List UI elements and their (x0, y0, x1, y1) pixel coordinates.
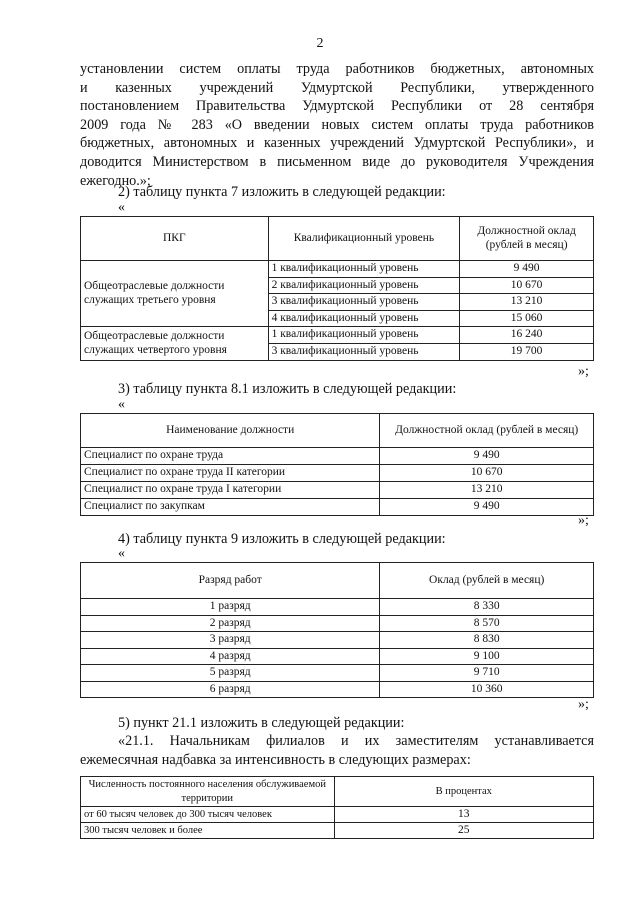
item2-open-quote: « (118, 200, 125, 215)
table-row (81, 448, 594, 465)
table-header-row (81, 777, 594, 807)
intro-line: бюджетных, автономных и казенных учреждений Удмуртской Республики», и (80, 135, 594, 152)
population-cell: от 60 тысяч человек до 300 тысяч человек (81, 807, 335, 823)
salary-cell: 10 360 (380, 681, 594, 698)
item5-table (80, 776, 594, 839)
item2-close-quote: »; (578, 364, 589, 379)
table-row (81, 599, 594, 616)
salary-cell: 9 490 (380, 499, 594, 516)
intro-line: доводится Министерством в письменном виде до руководителя Учреждения (80, 153, 594, 170)
header-cell: Должностной оклад (рублей в месяц) (460, 217, 594, 261)
intro-line: постановлением Правительства Удмуртской Республики от 28 сентября (80, 98, 594, 115)
item4-open-quote: « (118, 546, 125, 561)
level-cell: 2 квалификационный уровень (268, 277, 460, 294)
percent-cell: 13 (334, 807, 593, 823)
grade-cell: 2 разряд (81, 615, 380, 632)
table-row (81, 482, 594, 499)
salary-cell: 9 710 (380, 665, 594, 682)
intro-line: и казенных учреждений Удмуртской Республики, утвержденного (80, 79, 594, 96)
header-cell: Должностной оклад (рублей в месяц) (380, 414, 594, 448)
pkg-cell: Общеотраслевые должности служащих четвертого уровня (81, 327, 269, 361)
salary-cell: 16 240 (460, 327, 594, 344)
grade-cell: 6 разряд (81, 681, 380, 698)
item3-open-quote: « (118, 397, 125, 412)
salary-cell: 13 210 (380, 482, 594, 499)
table-row (81, 807, 594, 823)
grade-cell: 1 разряд (81, 599, 380, 616)
intro-line: 2009 года № 283 «О введении новых систем оплаты труда работников (80, 116, 594, 133)
item4-close-quote: »; (578, 697, 589, 712)
position-cell: Специалист по закупкам (81, 499, 380, 516)
header-cell: ПКГ (81, 217, 269, 261)
header-cell: Оклад (рублей в месяц) (380, 563, 594, 599)
table-row (81, 327, 594, 344)
item2-table (80, 216, 594, 361)
table-row (81, 823, 594, 839)
salary-cell: 9 100 (380, 648, 594, 665)
grade-cell: 3 разряд (81, 632, 380, 649)
salary-cell: 8 570 (380, 615, 594, 632)
level-cell: 1 квалификационный уровень (268, 261, 460, 278)
salary-cell: 13 210 (460, 294, 594, 311)
item3-table (80, 413, 594, 516)
level-cell: 4 квалификационный уровень (268, 310, 460, 327)
item4-heading: 4) таблицу пункта 9 изложить в следующей редакции: (118, 531, 446, 547)
table-row (81, 665, 594, 682)
position-cell: Специалист по охране труда I категории (81, 482, 380, 499)
position-cell: Специалист по охране труда (81, 448, 380, 465)
salary-cell: 9 490 (460, 261, 594, 278)
salary-cell: 8 330 (380, 599, 594, 616)
level-cell: 1 квалификационный уровень (268, 327, 460, 344)
level-cell: 3 квалификационный уровень (268, 344, 460, 361)
salary-cell: 9 490 (380, 448, 594, 465)
intro-line: ежегодно.»; (80, 172, 151, 189)
salary-cell: 8 830 (380, 632, 594, 649)
population-cell: 300 тысяч человек и более (81, 823, 335, 839)
salary-cell: 10 670 (380, 465, 594, 482)
item2-heading: 2) таблицу пункта 7 изложить в следующей редакции: (118, 184, 446, 200)
table-row (81, 681, 594, 698)
table-row (81, 648, 594, 665)
grade-cell: 4 разряд (81, 648, 380, 665)
item5-paragraph (80, 732, 594, 769)
percent-cell: 25 (334, 823, 593, 839)
table-row (81, 615, 594, 632)
item5-heading: 5) пункт 21.1 изложить в следующей редакции: (118, 715, 405, 731)
table-row (81, 632, 594, 649)
grade-cell: 5 разряд (81, 665, 380, 682)
header-cell: Разряд работ (81, 563, 380, 599)
header-cell: Наименование должности (81, 414, 380, 448)
item3-close-quote: »; (578, 513, 589, 528)
intro-paragraph (80, 60, 594, 190)
item4-table (80, 562, 594, 698)
page-number: 2 (316, 36, 324, 51)
header-cell: Численность постоянного населения обслуживаемой территории (81, 777, 335, 807)
item5-text-line: «21.1. Начальникам филиалов и их заместителям устанавливается (118, 733, 594, 749)
intro-line: установлении систем оплаты труда работников бюджетных, автономных (80, 61, 594, 77)
table-header-row (81, 217, 594, 261)
salary-cell: 15 060 (460, 310, 594, 327)
salary-cell: 10 670 (460, 277, 594, 294)
header-cell: Квалификационный уровень (268, 217, 460, 261)
table-header-row (81, 414, 594, 448)
table-row (81, 499, 594, 516)
table-header-row (81, 563, 594, 599)
item3-heading: 3) таблицу пункта 8.1 изложить в следующей редакции: (118, 381, 457, 397)
position-cell: Специалист по охране труда II категории (81, 465, 380, 482)
table-row (81, 465, 594, 482)
item5-text-line: ежемесячная надбавка за интенсивность в следующих размерах: (80, 751, 471, 768)
table-row (81, 261, 594, 278)
header-cell: В процентах (334, 777, 593, 807)
salary-cell: 19 700 (460, 344, 594, 361)
level-cell: 3 квалификационный уровень (268, 294, 460, 311)
pkg-cell: Общеотраслевые должности служащих третьего уровня (81, 261, 269, 327)
